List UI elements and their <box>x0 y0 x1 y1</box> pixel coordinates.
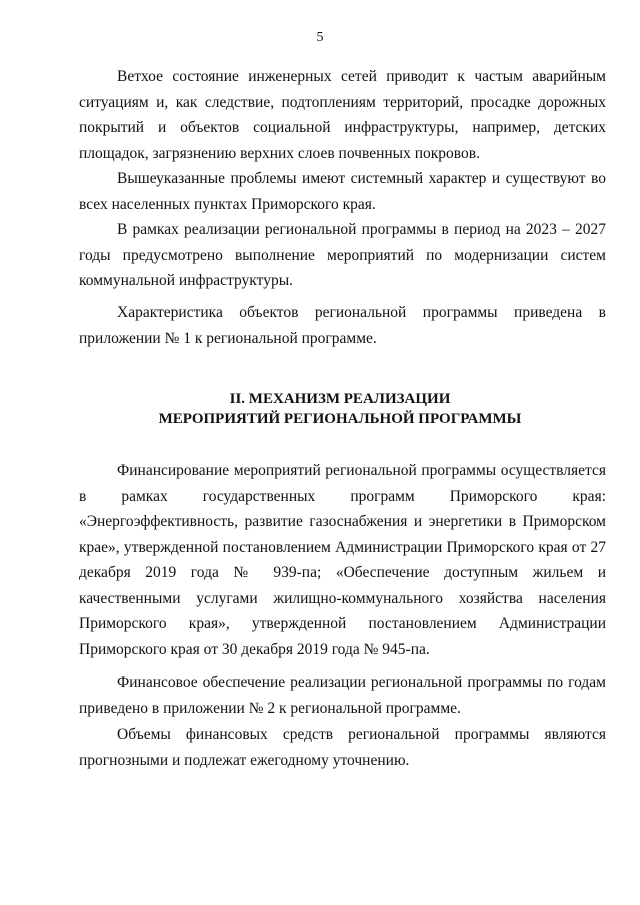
paragraph-objects-characteristic: Характеристика объектов региональной программы приведена в приложении № 1 к региональной программе. <box>79 304 606 347</box>
paragraph-engineering-networks: Ветхое состояние инженерных сетей приводит к частым аварийным ситуациям и, как следствие, подтоплениям территорий, просадке дорожных покрытий и объектов социальной инфраструктуры, например, детских площадок, загрязнению верхних слоев почвенных покровов. <box>79 68 606 162</box>
section-heading-line-2: МЕРОПРИЯТИЙ РЕГИОНАЛЬНОЙ ПРОГРАММЫ <box>158 411 522 427</box>
section-heading-line-1: II. МЕХАНИЗМ РЕАЛИЗАЦИИ <box>229 391 451 407</box>
section-heading <box>40 389 640 429</box>
paragraph-financing: Финансирование мероприятий региональной программы осуществляется в рамках государственных программ Приморского края: «Энергоэффективность, развитие газоснабжения и энергетики в Приморском крае», утвержденной постановлением Администрации Приморского края от 27 декабря 2019 года № 939-па; «Обеспечение доступным жильем и качественными услугами жилищно-коммунального хозяйства населения Приморского края», утвержденной постановлением Администрации Приморского края от 30 декабря 2019 года № 945-па. <box>79 462 606 658</box>
paragraph-financial-support: Финансовое обеспечение реализации региональной программы по годам приведено в приложении № 2 к региональной программе. <box>79 674 606 717</box>
paragraph-funding-volumes: Объемы финансовых средств региональной программы являются прогнозными и подлежат ежегодному уточнению. <box>79 726 606 769</box>
page-number: 5 <box>316 30 324 45</box>
paragraph-program-period: В рамках реализации региональной программы в период на 2023 – 2027 годы предусмотрено выполнение мероприятий по модернизации систем коммунальной инфраструктуры. <box>79 221 606 289</box>
paragraph-systemic-problems: Вышеуказанные проблемы имеют системный характер и существуют во всех населенных пунктах Приморского края. <box>79 170 606 213</box>
